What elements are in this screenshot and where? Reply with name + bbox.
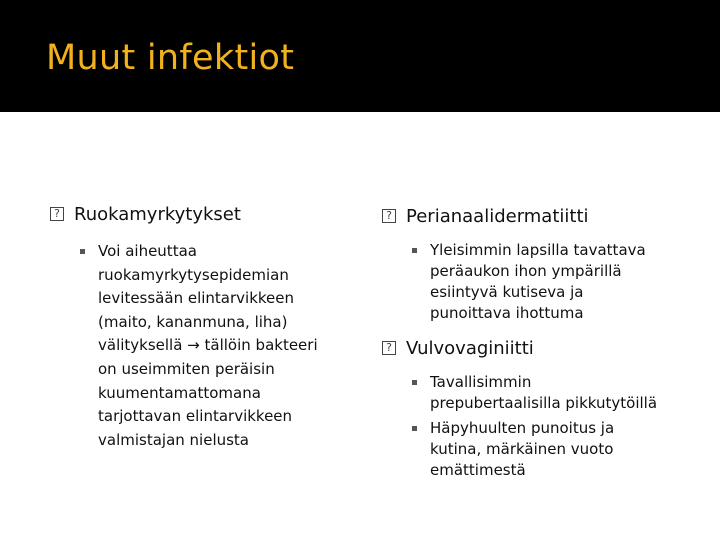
heading-vulvovaginiitti <box>382 338 682 360</box>
heading-text: Vulvovaginiitti <box>406 338 534 359</box>
line: valmistajan nielusta <box>98 430 250 449</box>
square-bullet-icon <box>412 426 417 431</box>
square-bullet-icon <box>80 249 85 254</box>
list-item <box>50 240 350 452</box>
slide-title: Muut infektiot <box>46 38 295 78</box>
title-bar <box>0 0 720 112</box>
list-item <box>382 240 682 324</box>
left-column <box>50 204 350 452</box>
line: punoittava ihottuma <box>430 304 584 322</box>
line: (maito, kananmuna, liha) <box>98 312 288 331</box>
box-bullet-icon: ? <box>382 209 396 223</box>
box-bullet-icon: ? <box>382 341 396 355</box>
line: emättimestä <box>430 461 526 479</box>
line: on useimmiten peräisin <box>98 359 275 378</box>
slide-content <box>0 112 720 540</box>
line: prepubertaalisilla pikkutytöillä <box>430 394 658 412</box>
line: kuumentamattomana <box>98 383 261 402</box>
square-bullet-icon <box>412 380 417 385</box>
line: esiintyvä kutiseva ja <box>430 283 584 301</box>
box-bullet-icon: ? <box>50 207 64 221</box>
line: Voi aiheuttaa <box>98 242 197 260</box>
list-item <box>382 418 682 481</box>
line: Yleisimmin lapsilla tavattava <box>430 241 646 259</box>
heading-text: Perianaalidermatiitti <box>406 206 589 227</box>
line: tarjottavan elintarvikkeen <box>98 407 293 426</box>
line: ruokamyrkytysepidemian <box>98 265 289 284</box>
list-item <box>382 372 682 414</box>
right-column <box>382 206 682 481</box>
line: Tavallisimmin <box>430 373 532 391</box>
heading-ruokamyrkytykset <box>50 204 350 226</box>
heading-perianaalidermatiitti <box>382 206 682 228</box>
line: peräaukon ihon ympärillä <box>430 262 622 280</box>
line: Häpyhuulten punoitus ja <box>430 419 615 437</box>
line: kutina, märkäinen vuoto <box>430 440 614 458</box>
square-bullet-icon <box>412 248 417 253</box>
line: levitessään elintarvikkeen <box>98 289 294 308</box>
heading-text: Ruokamyrkytykset <box>74 204 241 225</box>
line: välityksellä → tällöin bakteeri <box>98 336 318 355</box>
